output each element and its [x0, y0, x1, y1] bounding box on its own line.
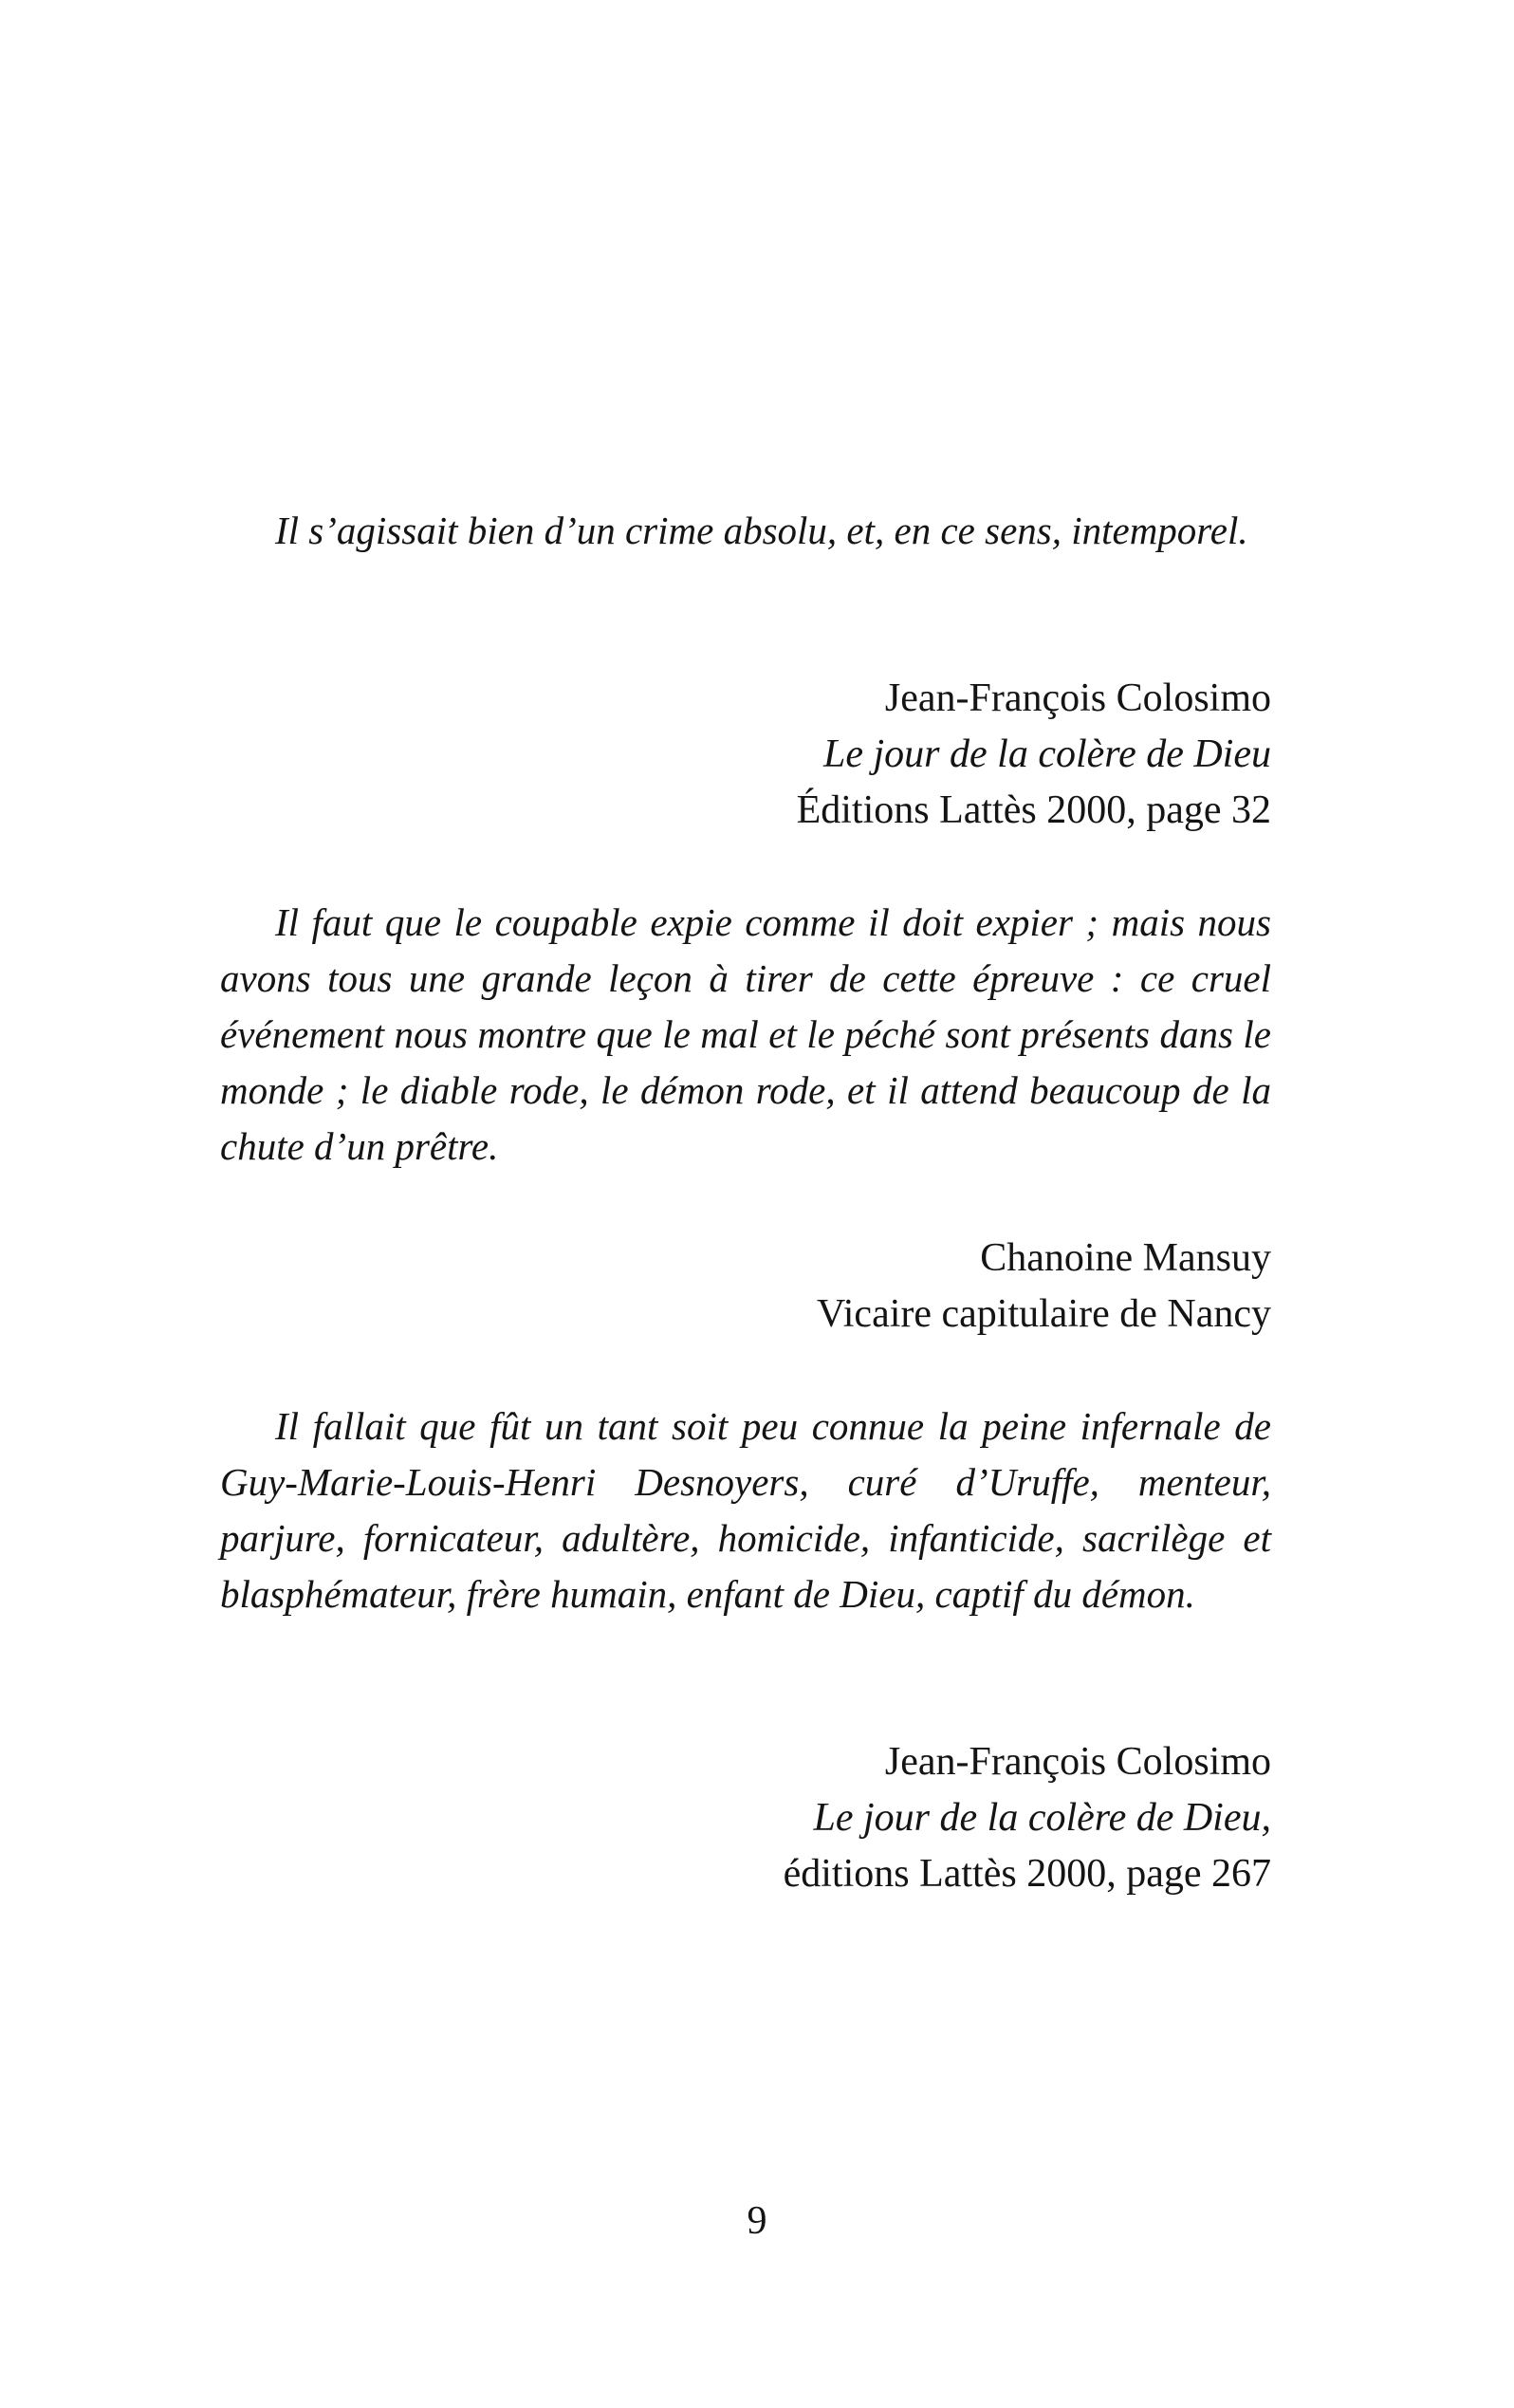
- attribution-publication: Éditions Lattès 2000, page 32: [796, 788, 1271, 832]
- epigraph-quote-3: Il fallait que fût un tant soit peu connue la peine infernale de Guy-Marie-Louis-Henri Desnoyers, curé d’Uruffe, menteur, parjure, fornicateur, adultère, homicide, infanticide, sacrilège et blasphémateur, frère humain, enfant de Dieu, captif du démon.: [220, 1404, 1271, 1616]
- attribution-author: Jean-François Colosimo: [884, 1740, 1271, 1784]
- attribution-work-title: Le jour de la colère de Dieu,: [813, 1796, 1271, 1840]
- page-number: 9: [747, 2199, 767, 2243]
- epigraph-quote-2: Il faut que le coupable expie comme il doit expier ; mais nous avons tous une grande leçon à tirer de cette épreuve : ce cruel événement nous montre que le mal et le péché sont présents dans le monde ; le diable rode, le démon rode, et il attend beaucoup de la chute d’un prêtre.: [220, 900, 1271, 1168]
- attribution-role: Vicaire capitulaire de Nancy: [816, 1292, 1271, 1336]
- attribution-author: Chanoine Mansuy: [980, 1236, 1271, 1280]
- epigraph-attribution-3: [220, 1734, 1271, 1902]
- epigraph-attribution-2: [220, 1231, 1271, 1343]
- attribution-author: Jean-François Colosimo: [884, 676, 1271, 720]
- epigraph-quote-1: Il s’agissait bien d’un crime absolu, et, en ce sens, intemporel.: [275, 509, 1248, 552]
- attribution-publication: éditions Lattès 2000, page 267: [783, 1852, 1271, 1896]
- attribution-work-title: Le jour de la colère de Dieu: [823, 732, 1271, 776]
- epigraph-attribution-1: [220, 671, 1271, 839]
